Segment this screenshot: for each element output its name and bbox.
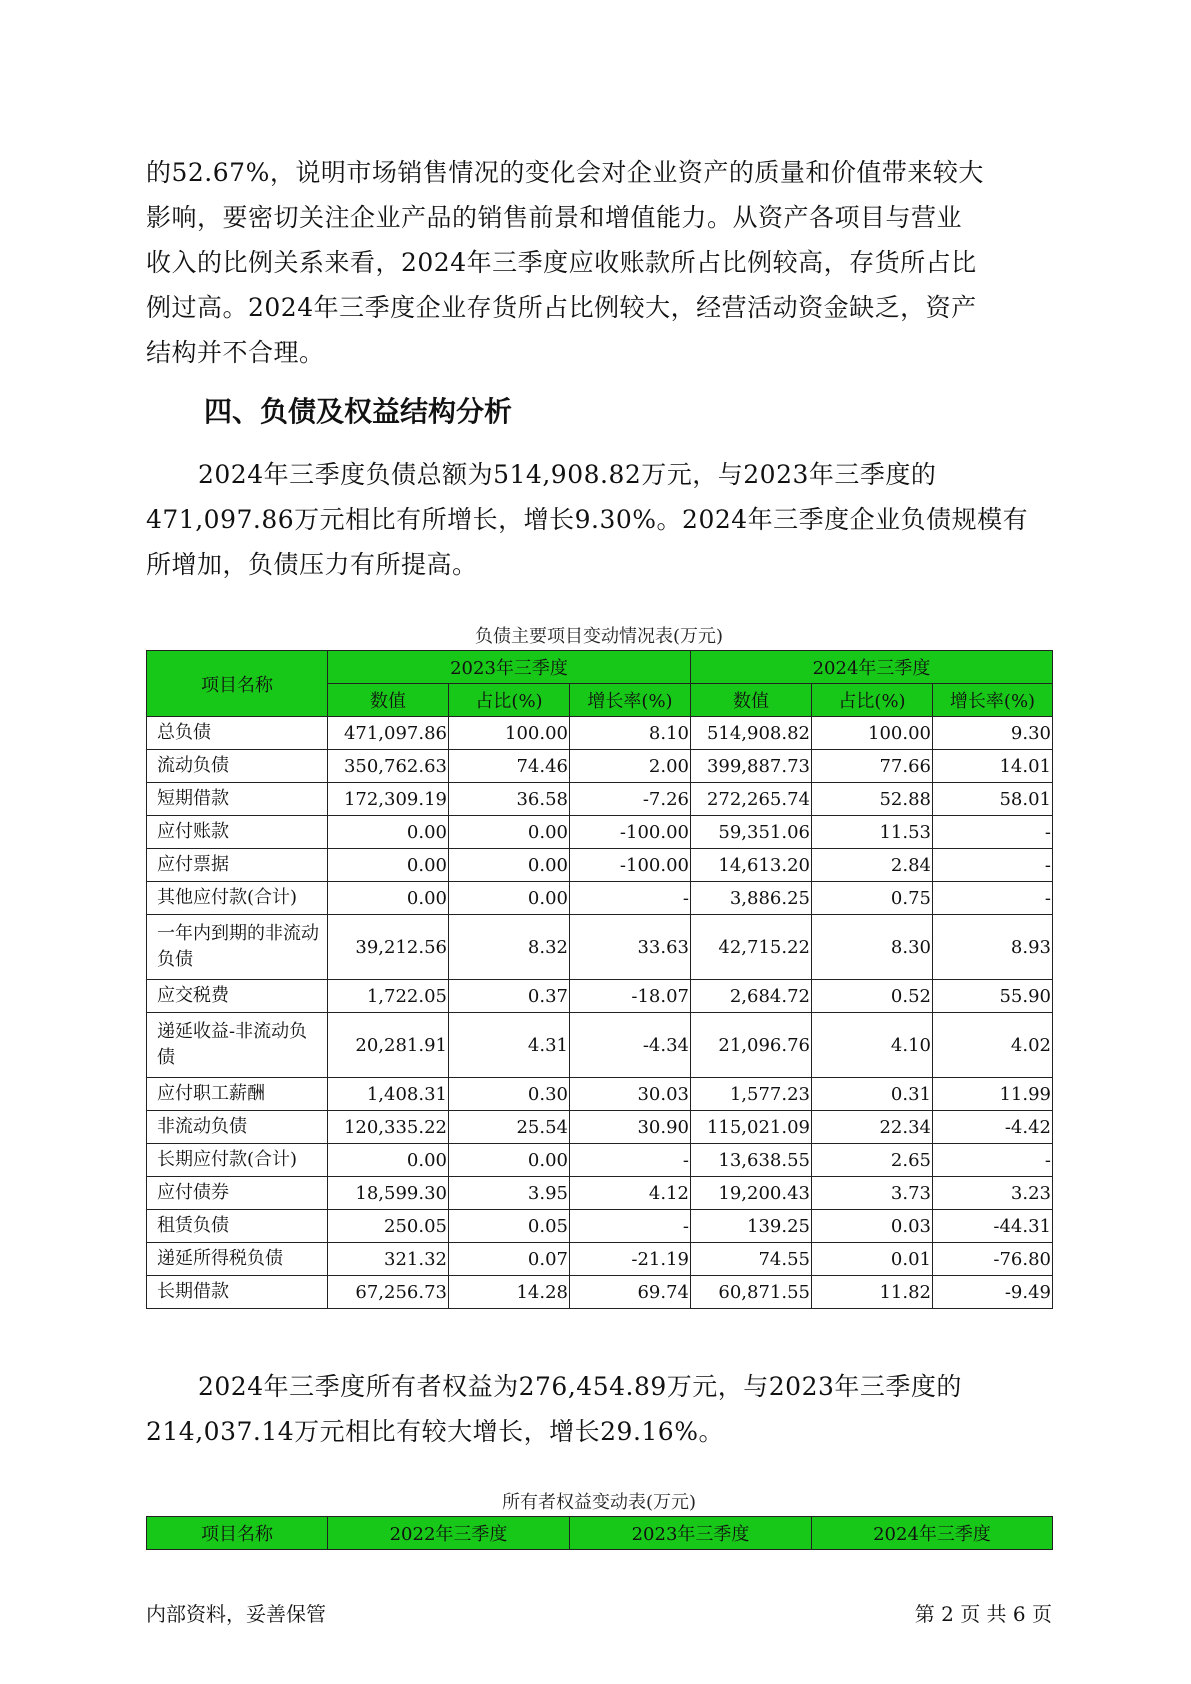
table-row [147,1111,1053,1144]
table-cell: 2.84 [812,849,933,882]
table-row [147,980,1053,1013]
table-cell: 3.23 [933,1177,1053,1210]
liability-paragraph [146,452,1051,587]
table-cell: 100.00 [812,717,933,750]
table-cell: 1,408.31 [328,1078,449,1111]
table-cell: - [933,816,1053,849]
table-row [147,717,1053,750]
header-item-name: 项目名称 [147,651,328,717]
table-cell: 2.00 [570,750,691,783]
equity-header-item-name: 项目名称 [147,1517,328,1550]
table-cell: 1,722.05 [328,980,449,1013]
equity-header-2022: 2022年三季度 [328,1517,570,1550]
table-cell: -7.26 [570,783,691,816]
table-cell: 14.01 [933,750,1053,783]
footer-confidential-note: 内部资料，妥善保管 [146,1602,326,1626]
table-cell: - [570,1210,691,1243]
table-cell: 4.12 [570,1177,691,1210]
table-cell: 0.30 [449,1078,570,1111]
table-cell: 25.54 [449,1111,570,1144]
table-cell: -21.19 [570,1243,691,1276]
table-cell: 139.25 [691,1210,812,1243]
row-item-name: 长期应付款(合计) [147,1144,328,1177]
table-cell: 0.00 [328,882,449,915]
row-item-name: 应交税费 [147,980,328,1013]
table-cell: - [570,882,691,915]
table-cell: 30.90 [570,1111,691,1144]
table-cell: -100.00 [570,816,691,849]
table-cell: 22.34 [812,1111,933,1144]
table-cell: 55.90 [933,980,1053,1013]
table-cell: 33.63 [570,915,691,980]
table-cell: 2,684.72 [691,980,812,1013]
row-item-name: 一年内到期的非流动负债 [147,915,328,980]
table-row [147,1243,1053,1276]
table-cell: 350,762.63 [328,750,449,783]
table-cell: 2.65 [812,1144,933,1177]
intro-paragraph [146,150,1051,375]
table-cell: 4.10 [812,1013,933,1078]
table-cell: 9.30 [933,717,1053,750]
equity-line: 214,037.14万元相比有较大增长，增长29.16%。 [146,1417,724,1446]
table-cell: 8.32 [449,915,570,980]
subheader-growth: 增长率(%) [570,684,691,717]
table-row [147,750,1053,783]
intro-line: 影响，要密切关注企业产品的销售前景和增值能力。从资产各项目与营业 [146,203,963,232]
table-cell: 0.00 [328,816,449,849]
liability-line: 471,097.86万元相比有所增长，增长9.30%。2024年三季度企业负债规模有 [146,505,1029,534]
intro-line: 结构并不合理。 [146,338,325,367]
table-cell: -44.31 [933,1210,1053,1243]
table-cell: 4.02 [933,1013,1053,1078]
equity-table [146,1516,1053,1550]
table-cell: 399,887.73 [691,750,812,783]
subheader-growth: 增长率(%) [933,684,1053,717]
row-item-name: 总负债 [147,717,328,750]
row-item-name: 递延收益-非流动负债 [147,1013,328,1078]
intro-line: 的52.67%，说明市场销售情况的变化会对企业资产的质量和价值带来较大 [146,158,984,187]
liability-table-body [147,717,1053,1309]
table-cell: 1,577.23 [691,1078,812,1111]
table-cell: 14,613.20 [691,849,812,882]
row-item-name: 长期借款 [147,1276,328,1309]
liability-table [146,650,1053,1309]
table-cell: 8.30 [812,915,933,980]
table-cell: 3.73 [812,1177,933,1210]
table-cell: 0.07 [449,1243,570,1276]
table-row [147,1144,1053,1177]
table-cell: 321.32 [328,1243,449,1276]
table-cell: -9.49 [933,1276,1053,1309]
table-cell: 36.58 [449,783,570,816]
table-row [147,882,1053,915]
section-heading: 四、负债及权益结构分析 [204,395,513,428]
row-item-name: 租赁负债 [147,1210,328,1243]
table-cell: - [933,849,1053,882]
liability-table-caption: 负债主要项目变动情况表(万元) [474,626,724,647]
row-item-name: 递延所得税负债 [147,1243,328,1276]
table-cell: 100.00 [449,717,570,750]
intro-line: 收入的比例关系来看，2024年三季度应收账款所占比例较高，存货所占比 [146,248,977,277]
table-cell: 74.55 [691,1243,812,1276]
table-cell: -76.80 [933,1243,1053,1276]
table-cell: 58.01 [933,783,1053,816]
equity-line: 2024年三季度所有者权益为276,454.89万元，与2023年三季度的 [198,1372,962,1401]
equity-header-2023: 2023年三季度 [570,1517,812,1550]
table-cell: 172,309.19 [328,783,449,816]
equity-paragraph [146,1364,1051,1454]
equity-table-caption: 所有者权益变动表(万元) [501,1492,697,1513]
row-item-name: 应付职工薪酬 [147,1078,328,1111]
table-row [147,915,1053,980]
table-cell: 77.66 [812,750,933,783]
table-cell: - [933,1144,1053,1177]
table-row [147,816,1053,849]
table-cell: 0.75 [812,882,933,915]
table-cell: - [933,882,1053,915]
table-cell: 0.31 [812,1078,933,1111]
header-period-2023: 2023年三季度 [328,651,691,684]
table-cell: -4.34 [570,1013,691,1078]
table-cell: 272,265.74 [691,783,812,816]
row-item-name: 其他应付款(合计) [147,882,328,915]
table-cell: - [570,1144,691,1177]
table-cell: 514,908.82 [691,717,812,750]
row-item-name: 非流动负债 [147,1111,328,1144]
table-cell: 0.37 [449,980,570,1013]
row-item-name: 应付账款 [147,816,328,849]
table-cell: 0.52 [812,980,933,1013]
table-cell: 0.01 [812,1243,933,1276]
table-cell: 14.28 [449,1276,570,1309]
table-cell: 3,886.25 [691,882,812,915]
table-cell: 11.99 [933,1078,1053,1111]
table-cell: 59,351.06 [691,816,812,849]
table-cell: 120,335.22 [328,1111,449,1144]
table-row [147,1078,1053,1111]
table-cell: 52.88 [812,783,933,816]
table-cell: -4.42 [933,1111,1053,1144]
table-cell: 0.00 [449,1144,570,1177]
row-item-name: 流动负债 [147,750,328,783]
table-cell: 42,715.22 [691,915,812,980]
liability-line: 2024年三季度负债总额为514,908.82万元，与2023年三季度的 [198,460,937,489]
subheader-share: 占比(%) [812,684,933,717]
subheader-value: 数值 [691,684,812,717]
table-cell: 0.00 [328,849,449,882]
footer-page-number: 第 2 页 共 6 页 [914,1602,1052,1626]
table-cell: 0.03 [812,1210,933,1243]
table-cell: 115,021.09 [691,1111,812,1144]
table-row [147,1013,1053,1078]
table-cell: 8.10 [570,717,691,750]
subheader-value: 数值 [328,684,449,717]
table-cell: 0.05 [449,1210,570,1243]
table-cell: 8.93 [933,915,1053,980]
table-cell: -18.07 [570,980,691,1013]
table-cell: 60,871.55 [691,1276,812,1309]
table-cell: 20,281.91 [328,1013,449,1078]
table-cell: 11.53 [812,816,933,849]
header-period-2024: 2024年三季度 [691,651,1053,684]
table-cell: 0.00 [449,849,570,882]
row-item-name: 短期借款 [147,783,328,816]
table-cell: 13,638.55 [691,1144,812,1177]
table-cell: 471,097.86 [328,717,449,750]
table-row [147,1177,1053,1210]
table-cell: 11.82 [812,1276,933,1309]
row-item-name: 应付债券 [147,1177,328,1210]
table-cell: 69.74 [570,1276,691,1309]
intro-line: 例过高。2024年三季度企业存货所占比例较大，经营活动资金缺乏，资产 [146,293,977,322]
table-cell: 250.05 [328,1210,449,1243]
table-cell: 18,599.30 [328,1177,449,1210]
liability-line: 所增加，负债压力有所提高。 [146,550,478,579]
table-cell: 4.31 [449,1013,570,1078]
table-cell: 0.00 [449,882,570,915]
table-cell: 39,212.56 [328,915,449,980]
table-cell: 0.00 [328,1144,449,1177]
subheader-share: 占比(%) [449,684,570,717]
table-cell: 21,096.76 [691,1013,812,1078]
table-row [147,849,1053,882]
row-item-name: 应付票据 [147,849,328,882]
table-cell: 19,200.43 [691,1177,812,1210]
table-row [147,783,1053,816]
table-cell: 74.46 [449,750,570,783]
table-row [147,1276,1053,1309]
table-cell: 30.03 [570,1078,691,1111]
table-cell: 67,256.73 [328,1276,449,1309]
table-cell: 0.00 [449,816,570,849]
equity-header-2024: 2024年三季度 [812,1517,1053,1550]
table-row [147,1210,1053,1243]
table-cell: 3.95 [449,1177,570,1210]
table-cell: -100.00 [570,849,691,882]
